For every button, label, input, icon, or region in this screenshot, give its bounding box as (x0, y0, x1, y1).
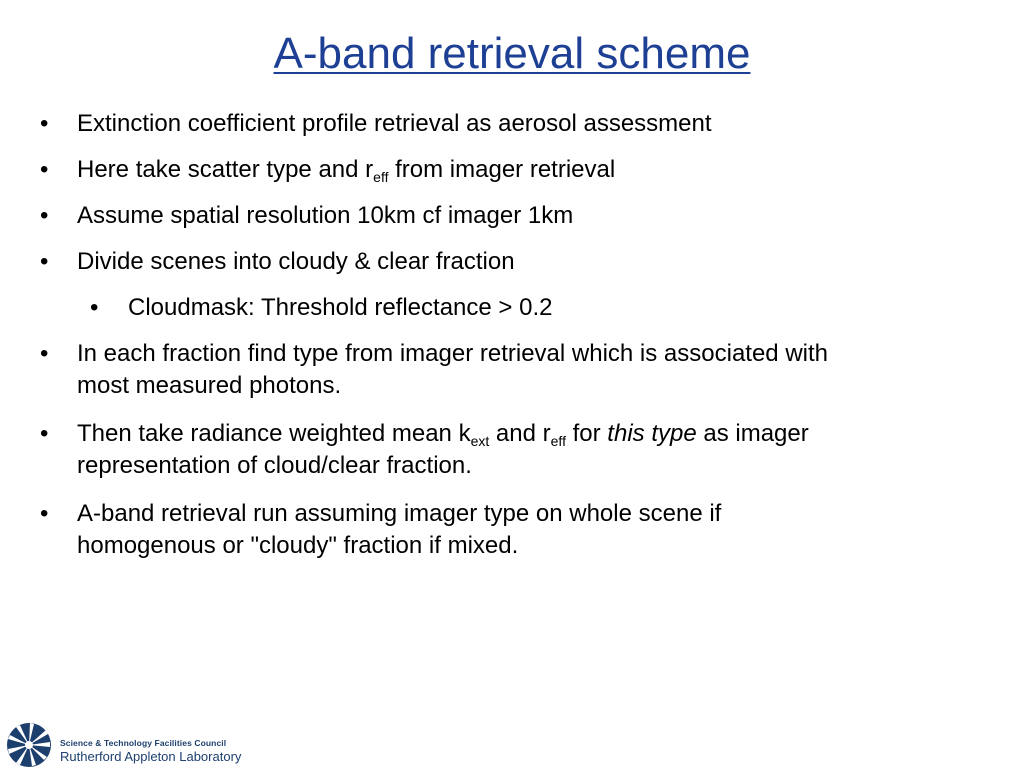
org-name-line1: Science & Technology Facilities Council (60, 738, 227, 748)
bullet-item (40, 154, 977, 186)
bullet-text: and r (489, 420, 551, 447)
sub-bullet-item (90, 292, 968, 324)
bullet-marker: • (40, 248, 49, 275)
bullet-text: from imager retrieval (388, 156, 616, 183)
org-name-line2: Rutherford Appleton Laboratory (60, 749, 242, 764)
slide-title-text: A-band retrieval scheme (273, 29, 751, 78)
bullet-text: as imager (696, 420, 809, 447)
bullet-item (40, 246, 977, 278)
bullet-marker: • (40, 202, 49, 229)
bullet-marker: • (90, 294, 99, 321)
stfc-logo-icon (6, 722, 52, 768)
bullet-text: Divide scenes into cloudy & clear fraction (77, 248, 515, 275)
bullet-text: representation of cloud/clear fraction. (77, 452, 472, 479)
bullet-marker: • (40, 156, 49, 183)
bullet-marker: • (40, 500, 49, 527)
bullet-item (40, 418, 977, 482)
bullet-text: Then take radiance weighted mean k (77, 420, 471, 447)
bullet-item (40, 200, 977, 232)
bullet-text: Assume spatial resolution 10km cf imager 1km (77, 202, 574, 229)
subscript: eff (550, 433, 566, 449)
stfc-logo (6, 716, 266, 766)
bullet-text: Cloudmask: Threshold reflectance > 0.2 (128, 294, 553, 321)
subscript: ext (470, 433, 490, 449)
bullet-item (40, 338, 977, 402)
bullet-text: Here take scatter type and r (77, 156, 374, 183)
bullet-text: A-band retrieval run assuming imager type on whole scene if (77, 500, 722, 527)
bullet-text: In each fraction find type from imager retrieval which is associated with (77, 340, 828, 367)
emphasis-text: this type (607, 420, 697, 447)
bullet-text: Extinction coefficient profile retrieval as aerosol assessment (77, 110, 712, 137)
subscript: eff (373, 169, 389, 185)
bullet-item (40, 498, 977, 562)
bullet-marker: • (40, 340, 49, 367)
bullet-marker: • (40, 110, 49, 137)
bullet-item (40, 108, 977, 140)
bullet-text: homogenous or "cloudy" fraction if mixed. (77, 532, 519, 559)
bullet-text: most measured photons. (77, 372, 342, 399)
bullet-text: for (565, 420, 608, 447)
slide-title (0, 28, 1024, 80)
bullet-marker: • (40, 420, 49, 447)
